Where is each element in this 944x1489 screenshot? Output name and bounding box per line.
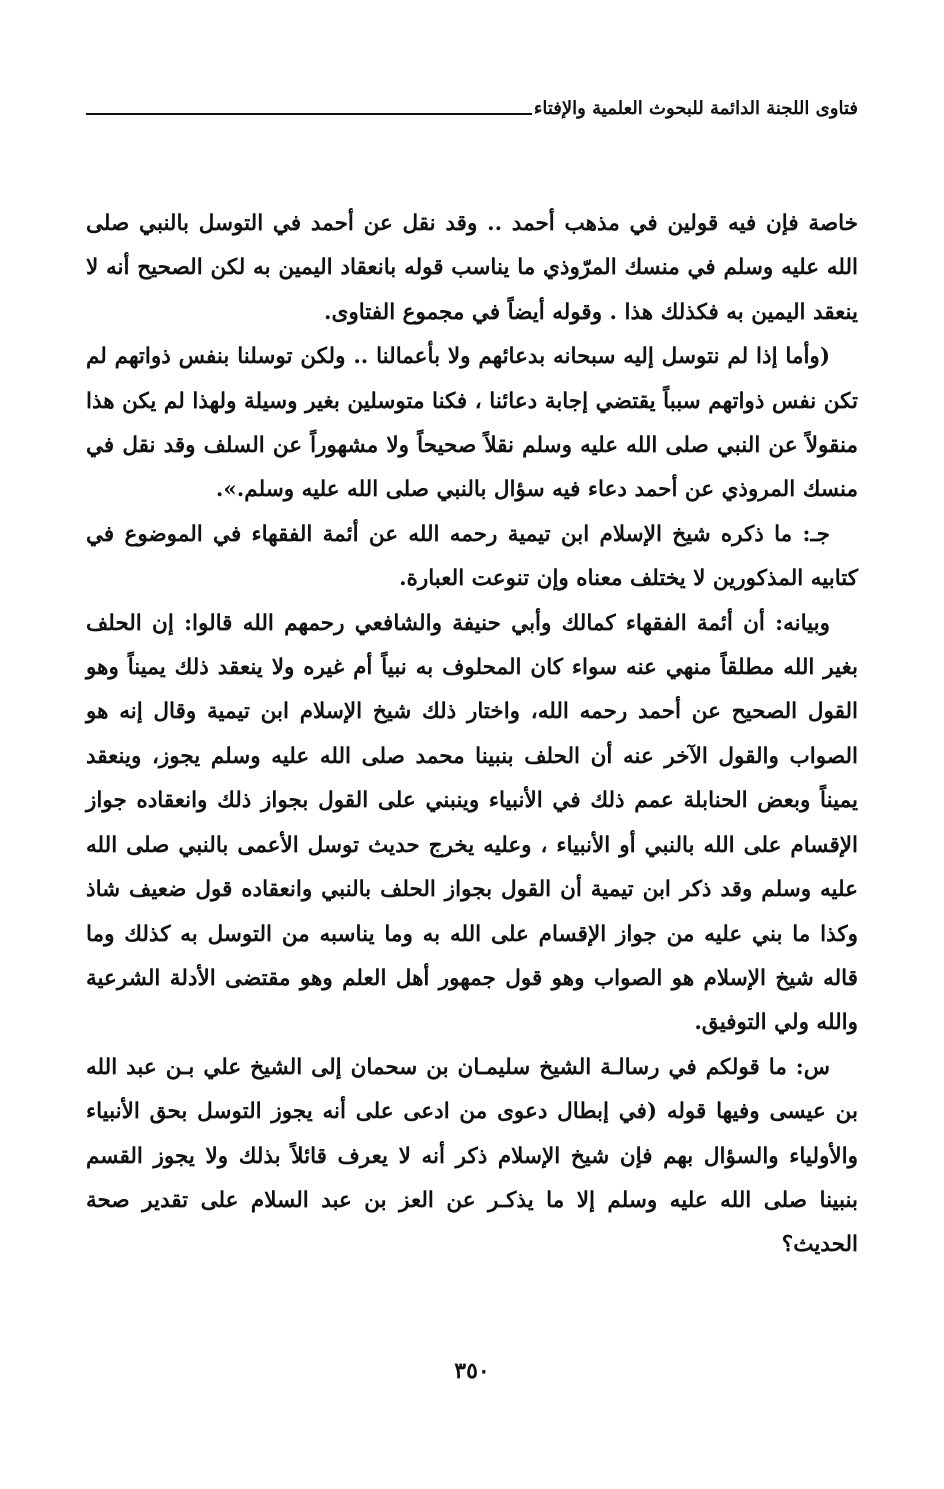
paragraph-answer: جـ: ما ذكره شيخ الإسلام ابن تيمية رحمه الله عن أئمة الفقهاء في الموضوع في كتابيه المذكورين لا يختلف معناه وإن تنوعت العبارة. (86, 521, 858, 592)
paragraph-continuation: خاصة فإن فيه قولين في مذهب أحمد .. وقد نقل عن أحمد في التوسل بالنبي صلى الله عليه وسلم في منسك المرّوذي ما يناسب قوله بانعقاد اليمين به لكن الصحيح أنه لا ينعقد اليمين به فكذلك هذا . وقوله أيضاً في مجموع الفتاوى. (86, 211, 858, 325)
paragraph-question: س: ما قولكم في رسالـة الشيخ سليمـان بن سحمان إلى الشيخ علي بـن عبد الله بن عيسى وفيها قوله (في إبطال دعوى من ادعى على أنه يجوز التوسل بحق الأنبياء والأولياء والسؤال بهم فإن شيخ الإسلام ذكر أنه لا يعرف قائلاً بذلك ولا يجوز القسم بنبينا صلى الله عليه وسلم إلا ما يذكـر عن العز بن عبد السلام على تقدير صحة الحديث؟ (86, 1054, 858, 1258)
paragraph-explanation: وبيانه: أن أئمة الفقهاء كمالك وأبي حنيفة والشافعي رحمهم الله قالوا: إن الحلف بغير الله مطلقاً منهي عنه سواء كان المحلوف به نبياً أم غيره ولا ينعقد ذلك يميناً وهو القول الصحيح عن أحمد رحمه الله، واختار ذلك شيخ الإسلام ابن تيمية وقال إنه هو الصواب والقول الآخر عنه أن الحلف بنبينا محمد صلى الله عليه وسلم يجوز، وينعقد يميناً وبعض الحنابلة عمم ذلك في الأنبياء وينبني على القول بجواز ذلك وانعقاده جواز الإقسام على الله بالنبي أو الأنبياء ، وعليه يخرج حديث توسل الأعمى بالنبي صلى الله عليه وسلم وقد ذكر ابن تيمية أن القول بجواز الحلف بالنبي وانعقاده قول ضعيف شاذ وكذا ما بني عليه من جواز الإقسام على الله به وما يناسبه من التوسل به كذلك وما قاله شيخ الإسلام هو الصواب وهو قول جمهور أهل العلم وهو مقتضى الأدلة الشرعية والله ولي التوفيق. (86, 610, 858, 1036)
page-header (86, 92, 858, 122)
paragraph-quote: (وأما إذا لم نتوسل إليه سبحانه بدعائهم ولا بأعمالنا .. ولكن توسلنا بنفس ذواتهم لم تكن نفس ذواتهم سبباً يقتضي إجابة دعائنا ، فكنا متوسلين بغير وسيلة ولهذا لم يكن هذا منقولاً عن النبي صلى الله عليه وسلم نقلاً صحيحاً ولا مشهوراً عن السلف وقد نقل في منسك المروذي عن أحمد دعاء فيه سؤال بالنبي صلى الله عليه وسلم.». (86, 344, 858, 503)
running-title: فتاوى اللجنة الدائمة للبحوث العلمية والإفتاء (533, 98, 858, 119)
header-rule (86, 113, 532, 115)
page-number: ٣٥٠ (454, 1358, 490, 1384)
page-body (86, 202, 858, 1268)
